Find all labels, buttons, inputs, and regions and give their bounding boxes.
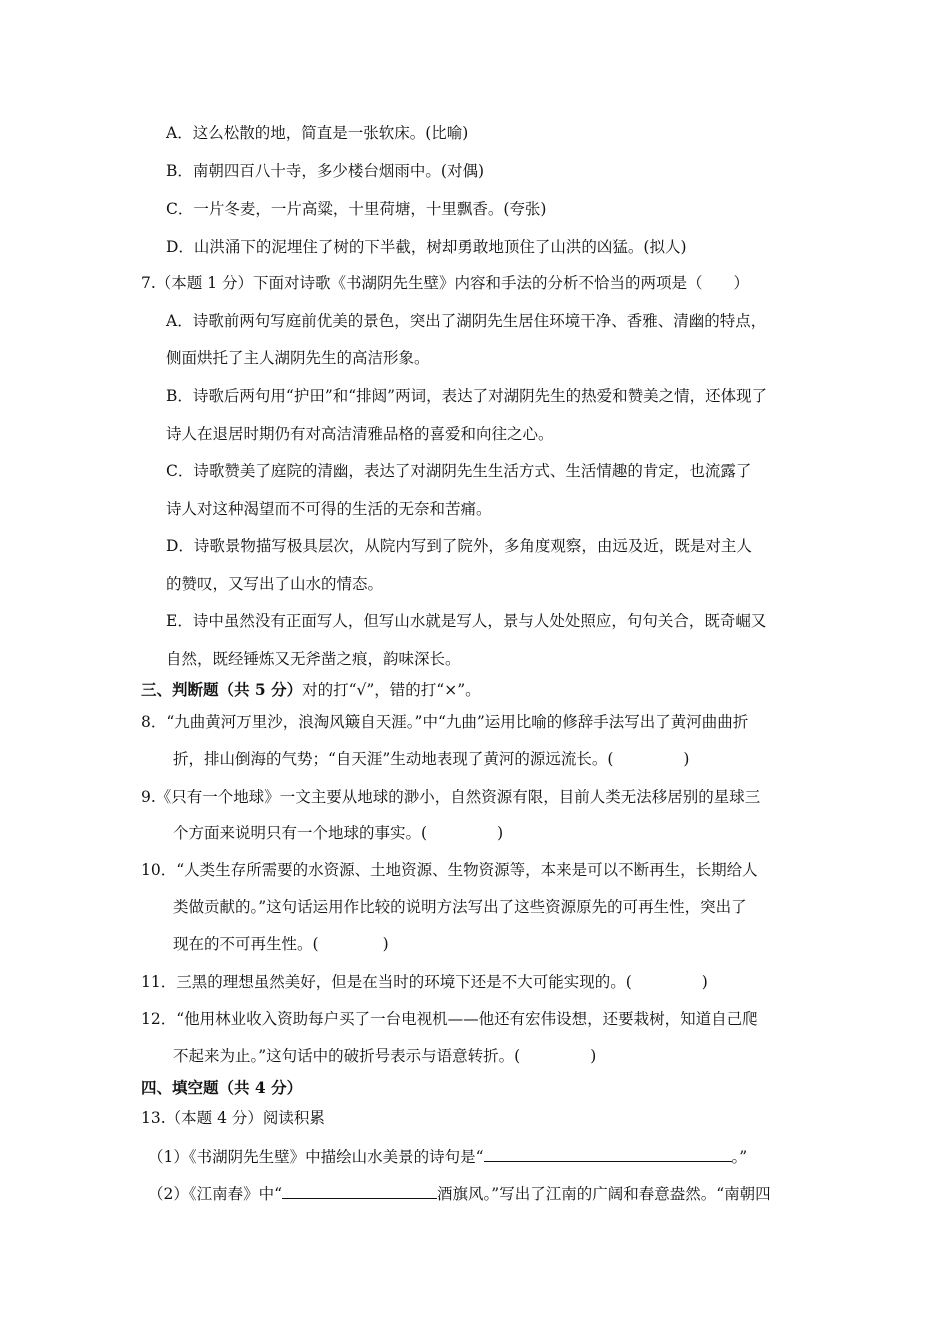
section3-title: 三、判断题（共 5 分）	[141, 680, 303, 699]
q13-sub1-suffix: 。”	[731, 1148, 748, 1166]
q9-line1: 9.《只有一个地球》一文主要从地球的渺小，自然资源有限，目前人类无法移居别的星球三	[141, 788, 761, 806]
q8-close-paren: )	[683, 750, 690, 768]
q7-option-e-line2: 自然，既经锤炼又无斧凿之痕，韵味深长。	[166, 650, 461, 668]
q7-option-d-line2: 的赞叹，又写出了山水的情态。	[166, 575, 384, 593]
q13-stem: 13.（本题 4 分）阅读积累	[141, 1109, 325, 1127]
q12-line2	[173, 1046, 596, 1066]
q12-line1: 12．“他用林业收入资助每户买了一台电视机——他还有宏伟设想，还要栽树，知道自己爬	[141, 1010, 758, 1028]
q13-sub1-prefix: （1）《书湖阴先生壁》中描绘山水美景的诗句是“	[148, 1148, 484, 1166]
q13-sub2	[148, 1183, 771, 1204]
q6-option-c: C．一片冬麦，一片高粱，十里荷塘，十里飘香。(夸张)	[166, 200, 547, 218]
q7-option-c-line2: 诗人对这种渴望而不可得的生活的无奈和苦痛。	[166, 500, 492, 518]
q13-sub1-blank[interactable]	[484, 1146, 732, 1162]
q10-line1: 10．“人类生存所需要的水资源、土地资源、生物资源等，本来是可以不断再生，长期给人	[141, 861, 758, 879]
q6-option-d: D．山洪涌下的泥埋住了树的下半截，树却勇敢地顶住了山洪的凶猛。(拟人)	[166, 238, 687, 256]
q12-close-paren: )	[590, 1047, 597, 1065]
section3-heading	[141, 680, 481, 700]
q10-line3	[173, 934, 389, 954]
q13-sub2-prefix: （2）《江南春》中“	[148, 1185, 283, 1203]
q7-stem: 7.（本题 1 分）下面对诗歌《书湖阴先生壁》内容和手法的分析不恰当的两项是（ ）	[141, 274, 750, 292]
q8-line2	[173, 749, 689, 769]
q6-option-a: A．这么松散的地，简直是一张软床。(比喻)	[166, 124, 469, 142]
q10-close-paren: )	[382, 935, 389, 953]
q12-line2-text: 不起来为止。”这句话中的破折号表示与语意转折。(	[173, 1047, 521, 1065]
q6-option-b: B．南朝四百八十寺，多少楼台烟雨中。(对偶)	[166, 162, 484, 180]
q7-option-b-line1: B．诗歌后两句用“护田”和“排闼”两词，表达了对湖阴先生的热爱和赞美之情，还体现了	[166, 387, 768, 405]
q10-line2: 类做贡献的。”这句话运用作比较的说明方法写出了这些资源原先的可再生性，突出了	[173, 898, 747, 916]
q11-line1	[141, 972, 708, 992]
q8-line2-text: 折，排山倒海的气势；“自天涯”生动地表现了黄河的源远流长。(	[173, 750, 614, 768]
section4-title: 四、填空题（共 4 分）	[141, 1078, 303, 1097]
q8-line1: 8．“九曲黄河万里沙，浪淘风簸自天涯。”中“九曲”运用比喻的修辞手法写出了黄河曲曲折	[141, 713, 749, 731]
q13-sub2-suffix: 酒旗风。”写出了江南的广阔和春意盎然。“南朝四	[437, 1185, 771, 1203]
q13-sub1	[148, 1146, 747, 1167]
q7-option-a-line1: A．诗歌前两句写庭前优美的景色，突出了湖阴先生居住环境干净、香雅、清幽的特点，	[166, 312, 767, 330]
q7-option-b-line2: 诗人在退居时期仍有对高洁清雅品格的喜爱和向往之心。	[166, 425, 554, 443]
q11-close-paren: )	[701, 973, 708, 991]
q7-option-a-line2: 侧面烘托了主人湖阴先生的高洁形象。	[166, 349, 430, 367]
section3-note: 对的打“√”，错的打“×”。	[302, 681, 481, 699]
q9-close-paren: )	[497, 824, 504, 842]
q7-option-d-line1: D．诗歌景物描写极具层次，从院内写到了院外，多角度观察，由远及近，既是对主人	[166, 537, 752, 555]
q10-line3-text: 现在的不可再生性。(	[173, 935, 319, 953]
q11-text: 11．三黑的理想虽然美好，但是在当时的环境下还是不大可能实现的。(	[141, 973, 632, 991]
q9-line2-text: 个方面来说明只有一个地球的事实。(	[173, 824, 428, 842]
q7-option-c-line1: C．诗歌赞美了庭院的清幽，表达了对湖阴先生生活方式、生活情趣的肯定，也流露了	[166, 462, 752, 480]
q13-sub2-blank[interactable]	[282, 1183, 437, 1199]
q7-option-e-line1: E．诗中虽然没有正面写人，但写山水就是写人，景与人处处照应，句句关合，既奇崛又	[166, 612, 767, 630]
q9-line2	[173, 823, 503, 843]
